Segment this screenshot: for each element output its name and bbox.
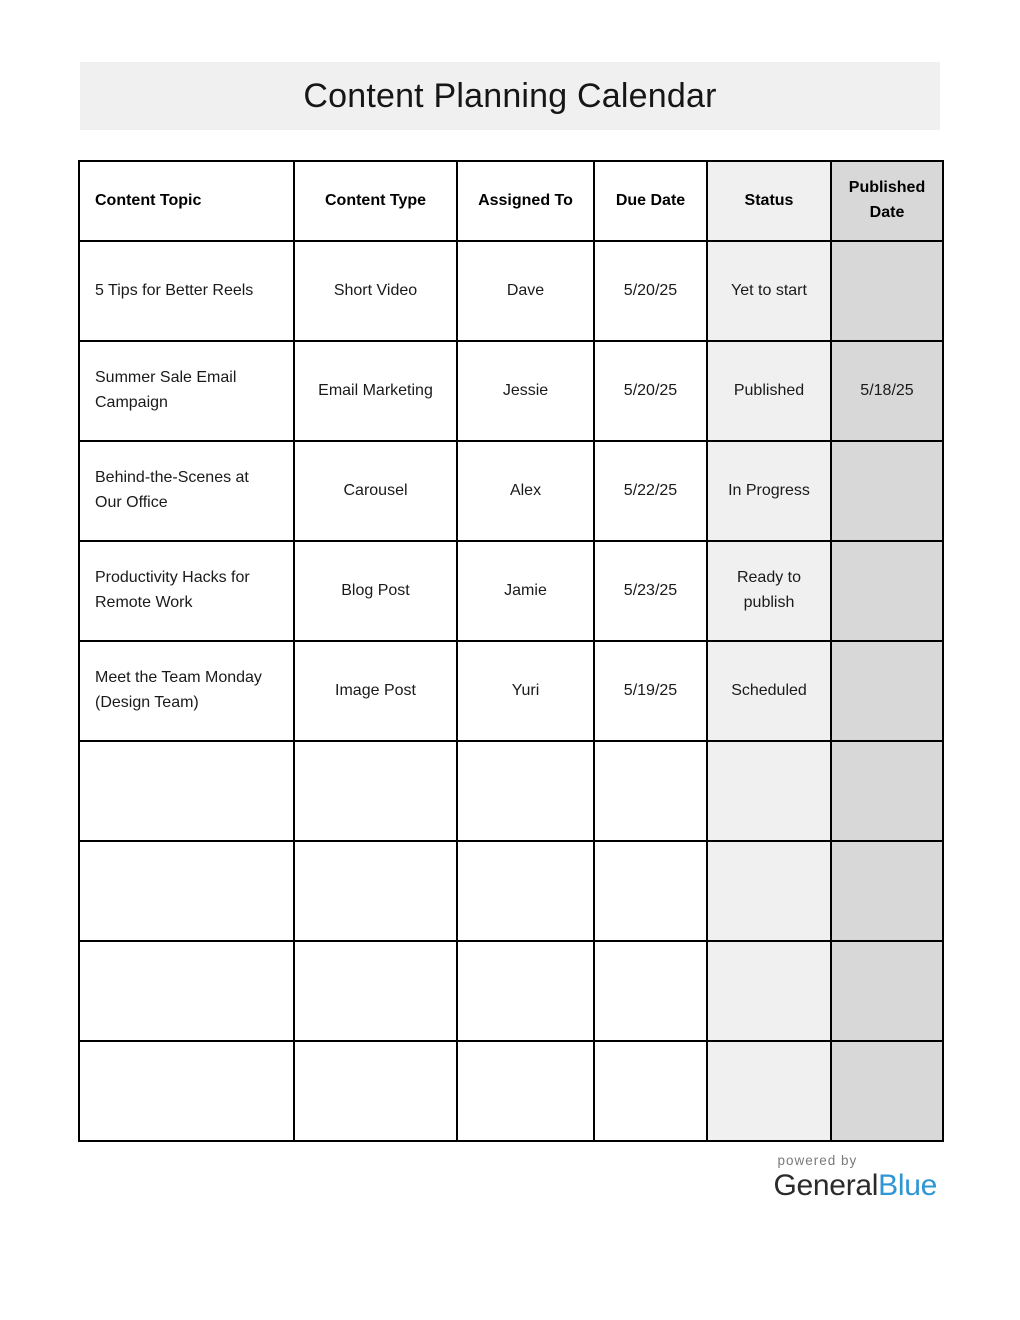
table-row [79, 441, 943, 541]
cell-content-type: Image Post [294, 641, 457, 741]
cell-assigned-to: Jamie [457, 541, 594, 641]
table-row [79, 741, 943, 841]
cell-due-date [594, 941, 707, 1041]
cell-status [707, 841, 831, 941]
brand-blue-text: Blue [878, 1169, 937, 1202]
page-title: Content Planning Calendar [303, 76, 717, 115]
powered-by-label: powered by [777, 1153, 858, 1168]
brand-general-text: General [773, 1169, 879, 1202]
brand-footer [774, 1153, 938, 1202]
cell-due-date: 5/23/25 [594, 541, 707, 641]
cell-assigned-to [457, 1041, 594, 1141]
cell-assigned-to [457, 941, 594, 1041]
cell-content-topic [79, 1041, 294, 1141]
header-assigned-to: Assigned To [457, 161, 594, 241]
cell-content-topic: 5 Tips for Better Reels [79, 241, 294, 341]
header-due-date: Due Date [594, 161, 707, 241]
cell-published-date [831, 641, 943, 741]
cell-assigned-to: Alex [457, 441, 594, 541]
header-published-date: Published Date [831, 161, 943, 241]
table-row [79, 841, 943, 941]
cell-due-date: 5/20/25 [594, 341, 707, 441]
cell-status: Yet to start [707, 241, 831, 341]
cell-assigned-to: Jessie [457, 341, 594, 441]
cell-due-date [594, 841, 707, 941]
cell-content-type: Email Marketing [294, 341, 457, 441]
cell-content-topic [79, 941, 294, 1041]
cell-content-topic [79, 741, 294, 841]
header-content-topic: Content Topic [79, 161, 294, 241]
cell-content-topic: Summer Sale Email Campaign [79, 341, 294, 441]
cell-content-type [294, 1041, 457, 1141]
cell-status: Published [707, 341, 831, 441]
cell-published-date [831, 941, 943, 1041]
header-status: Status [707, 161, 831, 241]
cell-status: In Progress [707, 441, 831, 541]
cell-published-date [831, 541, 943, 641]
cell-due-date: 5/22/25 [594, 441, 707, 541]
cell-published-date [831, 841, 943, 941]
cell-assigned-to [457, 741, 594, 841]
content-planning-table [78, 160, 944, 1142]
table-row [79, 241, 943, 341]
cell-content-type: Short Video [294, 241, 457, 341]
cell-content-type [294, 941, 457, 1041]
cell-status [707, 941, 831, 1041]
cell-assigned-to: Dave [457, 241, 594, 341]
title-banner [80, 62, 940, 130]
cell-published-date [831, 441, 943, 541]
cell-assigned-to: Yuri [457, 641, 594, 741]
cell-content-type: Blog Post [294, 541, 457, 641]
cell-due-date: 5/20/25 [594, 241, 707, 341]
cell-status [707, 741, 831, 841]
cell-due-date [594, 741, 707, 841]
cell-content-type [294, 841, 457, 941]
cell-published-date [831, 1041, 943, 1141]
cell-content-topic: Productivity Hacks for Remote Work [79, 541, 294, 641]
cell-published-date [831, 741, 943, 841]
cell-content-type [294, 741, 457, 841]
cell-content-topic: Meet the Team Monday (Design Team) [79, 641, 294, 741]
cell-status: Ready to publish [707, 541, 831, 641]
general-blue-logo [774, 1170, 938, 1202]
content-planning-table-wrap [78, 160, 944, 1142]
table-row [79, 1041, 943, 1141]
table-row [79, 941, 943, 1041]
table-row [79, 541, 943, 641]
cell-content-type: Carousel [294, 441, 457, 541]
cell-due-date: 5/19/25 [594, 641, 707, 741]
cell-due-date [594, 1041, 707, 1141]
table-row [79, 641, 943, 741]
cell-content-topic [79, 841, 294, 941]
cell-assigned-to [457, 841, 594, 941]
cell-published-date [831, 241, 943, 341]
cell-status [707, 1041, 831, 1141]
header-content-type: Content Type [294, 161, 457, 241]
cell-status: Scheduled [707, 641, 831, 741]
cell-published-date: 5/18/25 [831, 341, 943, 441]
table-row [79, 341, 943, 441]
header-row [79, 161, 943, 241]
cell-content-topic: Behind-the-Scenes at Our Office [79, 441, 294, 541]
